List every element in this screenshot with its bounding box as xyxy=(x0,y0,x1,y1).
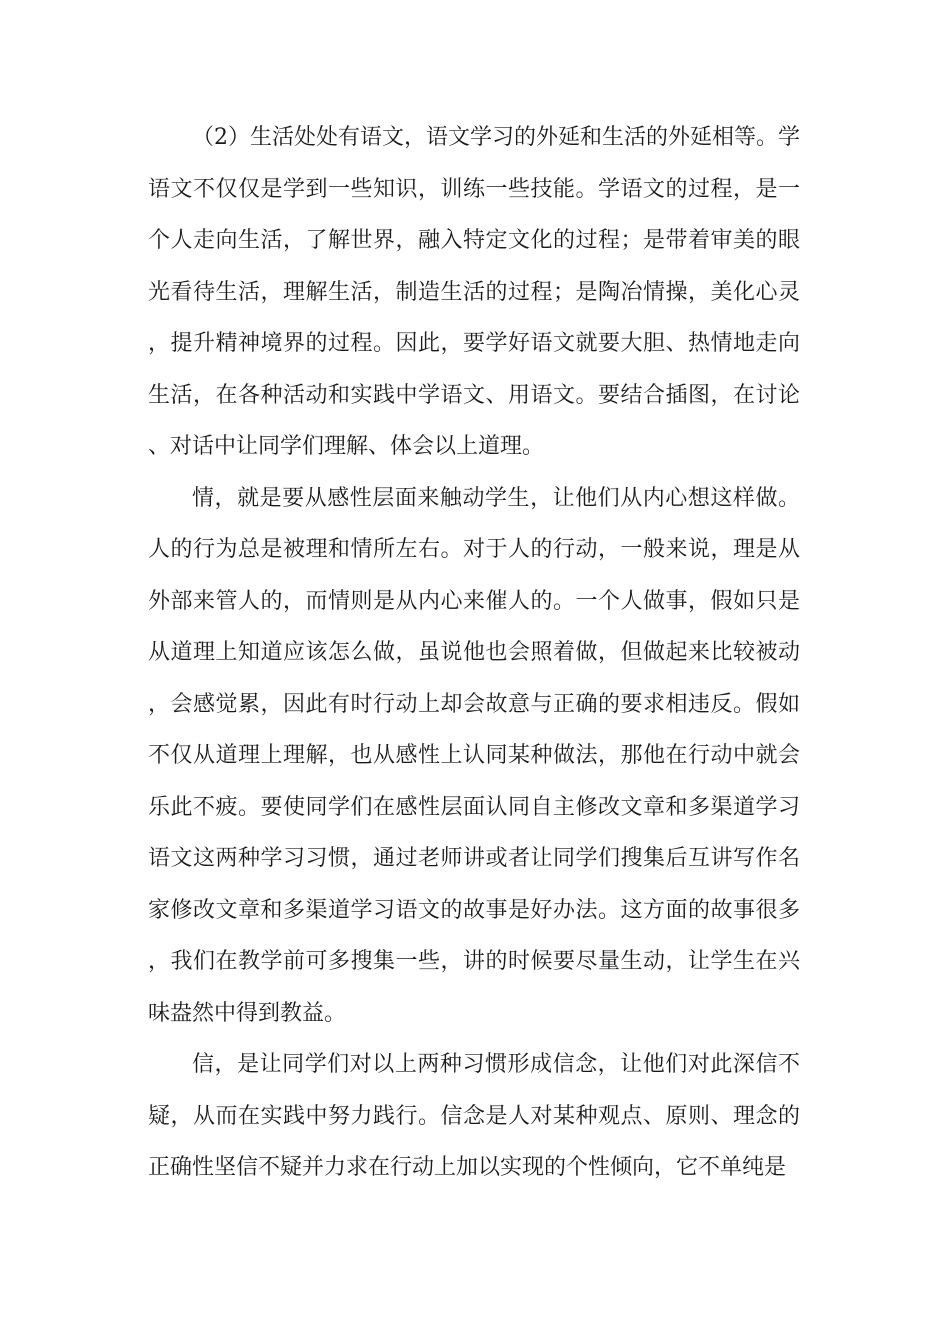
paragraph-3: 信，是让同学们对以上两种习惯形成信念，让他们对此深信不疑，从而在实践中努力践行。信念是人对某种观点、原则、理念的正确性坚信不疑并力求在行动上加以实现的个性倾向，它不单纯是 xyxy=(148,1052,800,1180)
paragraph-2: 情，就是要从感性层面来触动学生，让他们从内心想这样做。人的行为总是被理和情所左右。对于人的行动，一般来说，理是从外部来管人的，而情则是从内心来催人的。一个人做事，假如只是从道理上知道应该怎么做，虽说他也会照着做，但做起来比较被动，会感觉累，因此有时行动上却会故意与正确的要求相违反。假如不仅从道理上理解，也从感性上认同某种做法，那他在行动中就会乐此不疲。要使同学们在感性层面认同自主修改文章和多渠道学习语文这两种学习习惯，通过老师讲或者让同学们搜集后互讲写作名家修改文章和多渠道学习语文的故事是好办法。这方面的故事很多，我们在教学前可多搜集一些，讲的时候要尽量生动，让学生在兴味盎然中得到教益。 xyxy=(148,485,800,1026)
paragraph-1: （2）生活处处有语文，语文学习的外延和生活的外延相等。学语文不仅仅是学到一些知识，训练一些技能。学语文的过程，是一个人走向生活，了解世界，融入特定文化的过程；是带着审美的眼光看待生活，理解生活，制造生活的过程；是陶冶情操，美化心灵，提升精神境界的过程。因此，要学好语文就要大胆、热情地走向生活，在各种活动和实践中学语文、用语文。要结合插图，在讨论、对话中让同学们理解、体会以上道理。 xyxy=(148,125,800,459)
document-body xyxy=(148,112,800,1194)
